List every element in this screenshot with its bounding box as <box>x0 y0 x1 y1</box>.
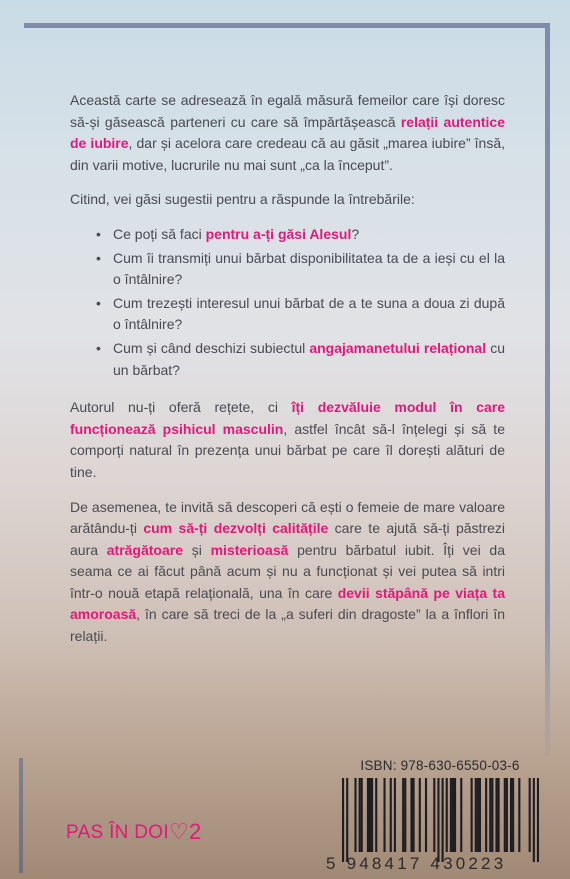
list-item <box>96 293 505 336</box>
barcode-bar <box>367 778 369 852</box>
text-run: pentru bărbatul iubit. Îți vei da seama ce ai făcut până acum și nu a funcționat și vei putea să intri într-o nouă etapă relațională, una în care <box>70 541 506 601</box>
frame-left-border <box>19 758 23 873</box>
text-run: , dar și acelora care credeau că au găsit „marea iubire” însă, din varii motive, lucrurile nu mai sunt „ca la început”. <box>70 135 505 173</box>
barcode-bar <box>383 778 385 852</box>
barcode-bar <box>471 778 473 852</box>
barcode-bar <box>512 778 514 852</box>
barcode-bar <box>361 778 363 852</box>
text-run: Această carte se adresează în egală măsură femeilor care își doresc să-și găsească parteneri cu care să împărtășească <box>70 92 505 130</box>
heart-icon: ♡2 <box>168 819 202 844</box>
barcode-number: 5 948417 430223 <box>326 854 507 873</box>
barcode-bar <box>437 778 439 862</box>
barcode-bar <box>375 778 377 852</box>
highlight-text: misterioasă <box>210 541 289 558</box>
text-run: Ce poți să faci <box>113 225 206 242</box>
text-run: De asemenea, te invită să descoperi că ești o femeie de mare valoare arătându-ți <box>70 498 505 537</box>
list-item <box>96 248 505 291</box>
text-run: Cum îi transmiți unui bărbat disponibilitatea ta de a ieși cu el la o întâlnire? <box>113 249 505 288</box>
highlight-text: relații autentice de iubire <box>70 113 505 152</box>
highlight-text: devii stăpână pe viața ta amoroasă <box>70 584 505 623</box>
text-run: Autorul nu-ți oferă rețete, ci <box>70 399 292 416</box>
highlight-text: cum să-ți dezvolți calitățile <box>143 520 329 537</box>
barcode-bar <box>491 778 493 852</box>
highlight-text: atrăgătoare <box>106 541 184 558</box>
text-run: Cum și când deschizi subiectul <box>113 339 310 356</box>
barcode-bar <box>475 778 477 852</box>
intro-paragraph <box>70 90 505 176</box>
barcode-bar <box>394 778 396 852</box>
barcode-bar <box>495 778 497 852</box>
questions-intro <box>70 189 505 211</box>
publisher-logo-text: PAS ÎN DOI <box>66 822 169 843</box>
barcode-bar <box>506 778 508 852</box>
barcode-icon <box>342 778 539 862</box>
barcode-bar <box>460 778 462 852</box>
frame-top-border <box>24 23 550 28</box>
text-run: ? <box>351 225 360 242</box>
text-run: Cum trezești interesul unui bărbat de a te suna a doua zi după o întâlnire? <box>113 294 505 333</box>
text-run: , astfel încât să-l înțelegi și să te comporți natural în prezența unui bărbat pe care îl dorești alături de tine. <box>70 420 505 480</box>
barcode-bar <box>346 778 348 862</box>
barcode-bar <box>390 778 392 852</box>
text-run: Citind, vei găsi sugestii pentru a răspunde la întrebările: <box>70 191 415 208</box>
barcode-bar <box>446 778 448 852</box>
barcode-bar <box>533 778 535 862</box>
barcode-bar <box>419 778 421 852</box>
barcode-bar <box>404 778 406 852</box>
barcode-bar <box>498 778 500 852</box>
barcode-bar <box>354 778 356 852</box>
frame-right-border <box>545 23 550 756</box>
barcode-bar <box>369 778 371 852</box>
barcode-bar <box>442 778 444 862</box>
highlight-text: îți dezvăluie modul în care funcționează psihicul masculin <box>70 399 505 437</box>
barcode-bar <box>433 778 435 852</box>
barcode-bar <box>359 778 361 852</box>
list-item <box>96 224 505 246</box>
back-cover-text <box>70 90 505 661</box>
barcode-bar <box>425 778 427 852</box>
closing-paragraph <box>70 497 505 648</box>
barcode-bar <box>413 778 415 852</box>
barcode-bar <box>529 778 531 852</box>
author-paragraph <box>70 397 505 483</box>
publisher-logo <box>66 818 202 844</box>
barcode-bar <box>452 778 454 852</box>
barcode-bar <box>450 778 452 852</box>
isbn-label: ISBN: 978-630-6550-03-6 <box>360 758 520 773</box>
text-run: și <box>183 541 211 558</box>
text-run: , în care să treci de la „a suferi din dragoste” la a înflori în relații. <box>70 606 505 645</box>
barcode-bar <box>537 778 539 862</box>
barcode-bar <box>479 778 481 852</box>
list-item <box>96 338 505 381</box>
barcode-bar <box>489 778 491 852</box>
highlight-text: angajamanetului relațional <box>309 339 487 356</box>
barcode-bar <box>402 778 404 852</box>
barcode-bar <box>485 778 487 852</box>
text-run: cu un bărbat? <box>113 339 505 378</box>
barcode-bar <box>410 778 412 852</box>
text-run: care te ajută să-ți păstrezi aura <box>70 520 506 558</box>
highlight-text: pentru a-ți găsi Alesul <box>205 225 352 242</box>
barcode-bar <box>477 778 479 852</box>
barcode-bar <box>518 778 520 852</box>
barcode-bar <box>504 778 506 852</box>
barcode-bar <box>454 778 456 852</box>
barcode-bar <box>371 778 373 852</box>
questions-list <box>70 224 505 381</box>
barcode-bar <box>510 778 512 852</box>
barcode-bar <box>342 778 344 862</box>
